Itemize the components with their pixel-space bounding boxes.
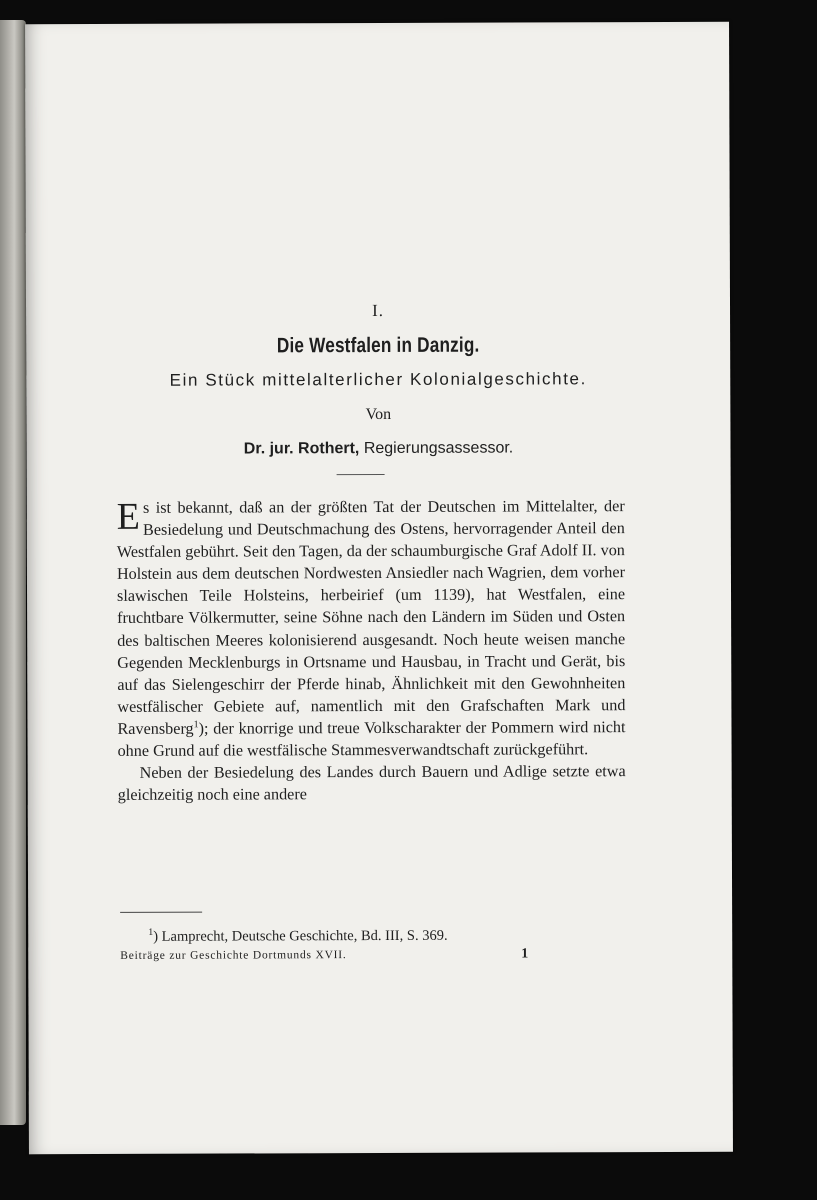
page-title: Die Westfalen in Danzig. — [276, 333, 480, 358]
author-name: Dr. jur. Rothert, — [243, 440, 360, 458]
body-text — [117, 495, 626, 806]
subtitle: Ein Stück mittelalterlicher Kolonialgeschichte. — [169, 369, 587, 390]
author-line — [26, 439, 730, 459]
paragraph-text-end: ); der knorrige und treue Volkscharakter der Pommern wird nicht ohne Grund auf die westfälische Stammesverwandtschaft zurückgeführt. — [117, 718, 626, 760]
footnote-marker: 1 — [148, 926, 154, 938]
paragraph — [117, 495, 626, 762]
drop-cap: E — [116, 495, 141, 538]
paragraph: Neben der Besiedelung des Landes durch Bauern und Adlige setzte etwa gleichzeitig noch eine andere — [117, 762, 626, 805]
footnote-text: ) Lamprecht, Deutsche Geschichte, Bd. III, S. 369. — [153, 927, 448, 945]
page-number: 1 — [521, 946, 529, 962]
series-line: Beiträge zur Geschichte Dortmunds XVII. — [120, 949, 347, 962]
footnote — [148, 927, 628, 946]
author-title: Regierungsassessor. — [359, 439, 514, 458]
chapter-number: I. — [372, 300, 385, 321]
footnote-reference: 1 — [193, 719, 199, 731]
paragraph-text: s ist bekannt, daß an der größten Tat der Deutschen im Mittelalter, der Besiedelung und Deutschmachung des Ostens, hervorragender Anteil den Westfalen gebührt. Seit den Tagen, da der schaumburgische Graf Adolf II. von Holstein aus dem deutschen Nordwesten Ansiedler nach Wagrien, dem vorher slawischen Teile Holsteins, herbeirief (um 1139), hat Westfalen, eine fruchtbare Völkermutter, seine Söhne nach den Ländern im Süden und Osten des baltischen Meeres kolonisierend ausgesandt. Noch heute weisen manche Gegenden Mecklenburgs in Ortsname und Hausbau, in Tracht und Gerät, bis auf das Sielengeschirr der Pferde hinab, Ähnlichkeit mit den Gewohnheiten westfälischer Gebiete auf, namentlich mit den Grafschaften Mark und Ravensberg — [116, 497, 626, 738]
title-divider — [337, 474, 385, 475]
book-page — [25, 22, 733, 1154]
left-page-edge — [0, 20, 26, 1125]
by-line: Von — [365, 405, 392, 424]
footnote-divider — [120, 912, 202, 913]
